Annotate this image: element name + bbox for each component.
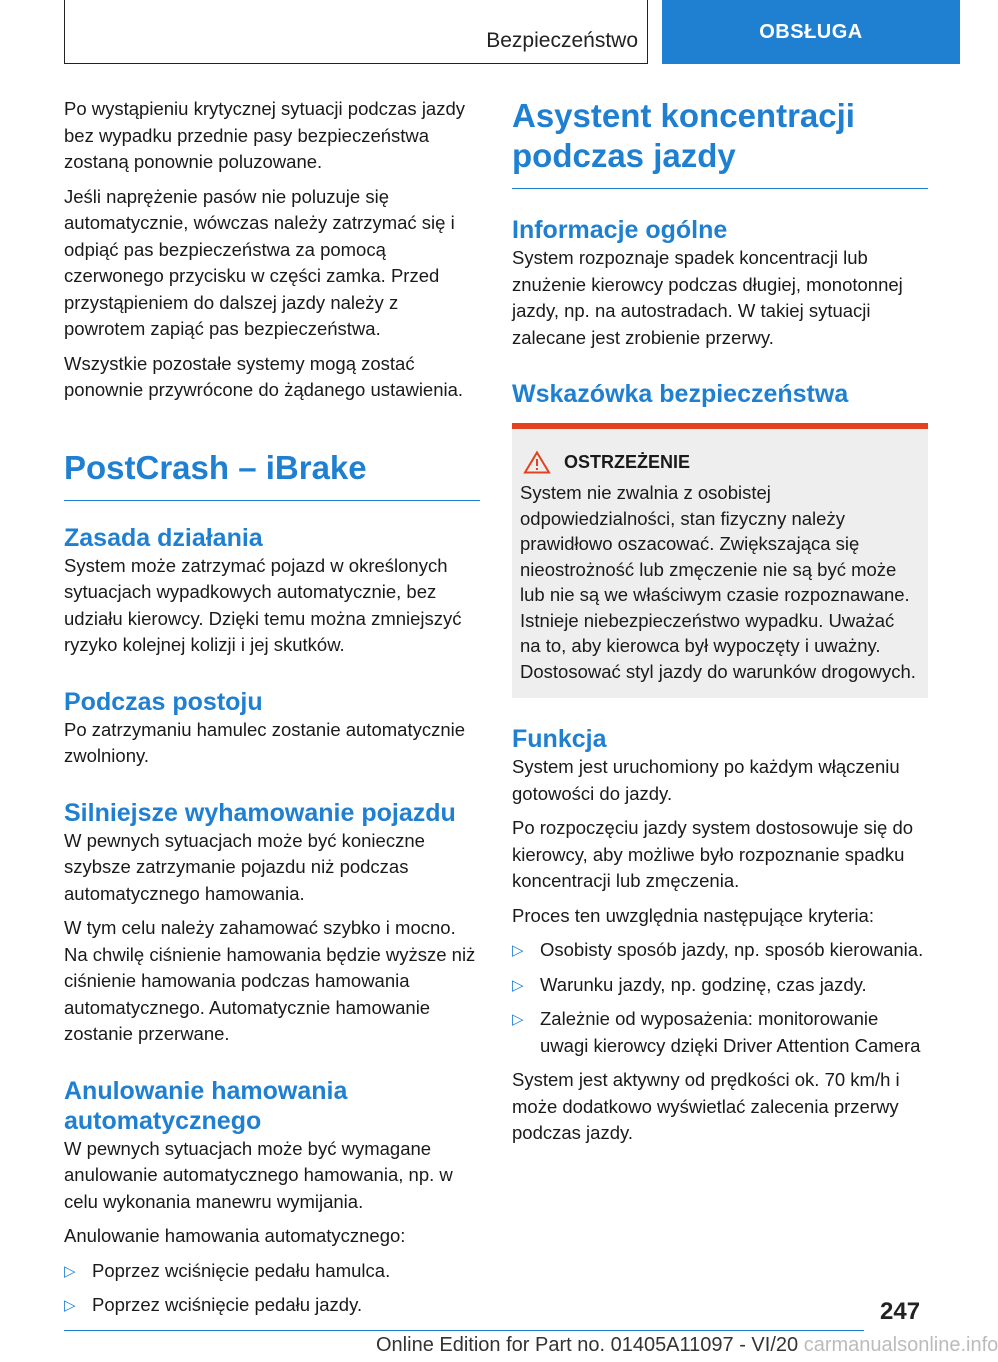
- header-tab-obsluga[interactable]: OBSŁUGA: [662, 0, 960, 64]
- triangle-bullet-icon: ▷: [64, 1297, 76, 1314]
- heading-asystent-koncentracji: Asystent koncentracji podczas jazdy: [512, 96, 928, 189]
- page-number: 247: [880, 1298, 921, 1325]
- list-item: [64, 1292, 480, 1319]
- warning-header: [524, 451, 920, 474]
- heading-postcrash: PostCrash – iBrake: [64, 448, 480, 501]
- heading-wskazowka-bezpieczenstwa: Wskazówka bezpieczeństwa: [512, 380, 849, 408]
- heading-podczas-postoju: Podczas postoju: [64, 687, 263, 716]
- informacje-text: System rozpoznaje spadek koncentracji lub znużenie kierowcy podczas długiej, monotonnej jazdy, np. na autostradach. W takiej sytuacji zalecane jest zrobienie przerwy.: [512, 247, 903, 348]
- funkcja-text-2: Po rozpoczęciu jazdy system dostosowuje się do kierowcy, aby możliwe było rozpoznanie spadku koncentracji lub zmęczenia.: [512, 817, 914, 891]
- warning-triangle-icon: [524, 451, 550, 474]
- zasada-text: System może zatrzymać pojazd w określonych sytuacjach wypadkowych automatycznie, bez udziału kierowcy. Dzięki temu można zmniejszyć ryzyko kolejnej kolizji i jej skutków.: [64, 554, 462, 655]
- footer-edition: [376, 1334, 998, 1357]
- warning-text: System nie zwalnia z osobistej odpowiedzialności, stan fizyczny należy prawidłowo oszacować. Zwiększająca się nieostrożność lub zmęczenie nie są być może lub nie są we właściwym czasie rozpoznawane. Istnieje niebezpieczeństwo wypadku. Uważać na to, aby kierowca był wypoczęty i uważny. Dostosować styl jazdy do warunków drogowych.: [520, 482, 916, 682]
- list-item-text: Osobisty sposób jazdy, np. sposób kierowania.: [540, 939, 924, 960]
- right-column: [512, 96, 928, 1155]
- edition-text: Online Edition for Part no. 01405A11097 - VI/20: [376, 1334, 799, 1356]
- watermark-text: carmanualsonline.info: [803, 1334, 998, 1356]
- warning-box: [512, 423, 928, 698]
- postoj-text: Po zatrzymaniu hamulec zostanie automatycznie zwolniony.: [64, 718, 466, 766]
- list-item-text: Poprzez wciśnięcie pedału jazdy.: [92, 1294, 363, 1315]
- list-item-text: Poprzez wciśnięcie pedału hamulca.: [92, 1259, 391, 1281]
- funkcja-text-3: Proces ten uwzględnia następujące kryteria:: [512, 904, 874, 926]
- wyhamowanie-text-2: W tym celu należy zahamować szybko i mocno. Na chwilę ciśnienie hamowania będzie wyższe niż ciśnienie hamowania podczas hamowania automatycznego. Automatycznie hamowanie zostanie przerwane.: [64, 917, 476, 1044]
- list-item: [512, 972, 928, 999]
- wyhamowanie-text-1: W pewnych sytuacjach może być konieczne szybsze zatrzymanie pojazdu niż podczas automatycznego hamowania.: [64, 829, 425, 904]
- triangle-bullet-icon: ▷: [512, 942, 524, 959]
- list-item: [64, 1258, 480, 1285]
- intro-paragraph-1: Po wystąpieniu krytycznej sytuacji podczas jazdy bez wypadku przednie pasy bezpieczeństwa zostaną ponownie poluzowane.: [64, 98, 466, 172]
- intro-paragraph-2: Jeśli naprężenie pasów nie poluzuje się automatycznie, wówczas należy zatrzymać się i odpiąć pas bezpieczeństwa za pomocą czerwonego przycisku w części zamka. Przed przystąpieniem do dalszej jazdy należy z powrotem zapiąć pas bezpieczeństwa.: [64, 185, 455, 339]
- intro-paragraph-3: Wszystkie pozostałe systemy mogą zostać ponownie przywrócone do żądanego ustawienia.: [64, 352, 464, 400]
- heading-zasada-dzialania: Zasada działania: [64, 523, 263, 552]
- list-item-text: Zależnie od wyposażenia: monitorowanie uwagi kierowcy dzięki Driver Attention Camera: [540, 1008, 921, 1056]
- list-item: [512, 937, 928, 964]
- funkcja-text-1: System jest uruchomiony po każdym włączeniu gotowości do jazdy.: [512, 756, 900, 804]
- header-section-title: Bezpieczeństwo: [486, 29, 638, 52]
- triangle-bullet-icon: ▷: [64, 1262, 76, 1280]
- footer-divider: [64, 1330, 864, 1331]
- triangle-bullet-icon: ▷: [512, 1011, 524, 1028]
- heading-funkcja: Funkcja: [512, 725, 607, 753]
- funkcja-text-4: System jest aktywny od prędkości ok. 70 km/h i może dodatkowo wyświetlać zalecenia przerwy podczas jazdy.: [512, 1069, 900, 1143]
- heading-informacje-ogolne: Informacje ogólne: [512, 216, 728, 244]
- triangle-bullet-icon: ▷: [512, 976, 524, 994]
- heading-anulowanie-hamowania: Anulowanie hamowania automatycznego: [64, 1076, 348, 1135]
- warning-title: OSTRZEŻENIE: [564, 452, 691, 472]
- anulowanie-text-1: W pewnych sytuacjach może być wymagane anulowanie automatycznego hamowania, np. w celu wykonania manewru wymijania.: [64, 1137, 453, 1212]
- list-item-text: Warunku jazdy, np. godzinę, czas jazdy.: [540, 973, 867, 995]
- list-item: [512, 1006, 928, 1059]
- anulowanie-text-2: Anulowanie hamowania automatycznego:: [64, 1225, 406, 1246]
- left-column: [64, 96, 480, 1327]
- heading-silniejsze-wyhamowanie: Silniejsze wyhamowanie pojazdu: [64, 798, 456, 827]
